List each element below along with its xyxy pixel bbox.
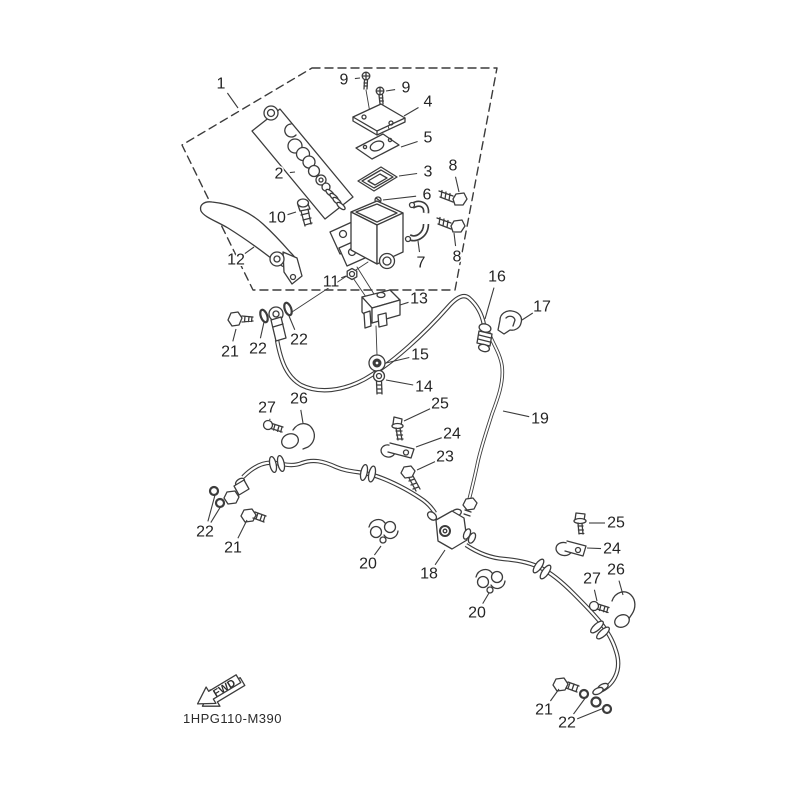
leader-line bbox=[404, 409, 430, 421]
callout-label-4: 4 bbox=[423, 93, 433, 111]
callout-label-27: 27 bbox=[583, 570, 601, 588]
part-11-nut bbox=[347, 269, 357, 280]
part-26-cover-right bbox=[612, 592, 635, 630]
callout-label-24: 24 bbox=[603, 540, 621, 558]
callout-label-17: 17 bbox=[533, 298, 551, 316]
part-20-clamp-a bbox=[369, 520, 398, 543]
leader-line bbox=[485, 288, 494, 319]
diagram-code: 1HPG110-M390 bbox=[183, 711, 282, 726]
callout-label-25: 25 bbox=[607, 514, 625, 532]
callout-label-21: 21 bbox=[224, 539, 242, 557]
callout-label-1: 1 bbox=[216, 75, 226, 93]
callout-label-26: 26 bbox=[290, 390, 308, 408]
leader-line bbox=[260, 322, 264, 338]
leader-line bbox=[454, 233, 456, 246]
leader-line bbox=[483, 593, 489, 604]
part-27-bolt-right bbox=[590, 602, 610, 613]
leader-line bbox=[404, 108, 419, 117]
callout-label-12: 12 bbox=[227, 251, 245, 269]
callout-label-22: 22 bbox=[558, 714, 576, 732]
part-8-clamp-bolts bbox=[437, 191, 467, 233]
callout-label-24: 24 bbox=[443, 425, 461, 443]
callout-label-7: 7 bbox=[416, 254, 426, 272]
callout-label-2: 2 bbox=[274, 165, 284, 183]
part-18-joint bbox=[426, 508, 477, 549]
part-24-clamp-mid bbox=[380, 443, 414, 459]
callout-label-20: 20 bbox=[359, 555, 377, 573]
callout-label-8: 8 bbox=[448, 157, 458, 175]
part-25-bolt-mid bbox=[392, 417, 403, 440]
callout-label-21: 21 bbox=[535, 701, 553, 719]
leader-line bbox=[399, 174, 417, 177]
callout-label-9: 9 bbox=[339, 71, 349, 89]
callout-label-15: 15 bbox=[411, 346, 429, 364]
callout-layer bbox=[196, 72, 625, 732]
part-5-diaphragm-plate bbox=[356, 134, 399, 159]
leader-line bbox=[355, 78, 360, 79]
part-3-diaphragm bbox=[358, 167, 397, 191]
callout-label-11: 11 bbox=[322, 273, 340, 291]
part-16-fitting bbox=[477, 323, 492, 353]
part-12-brake-lever bbox=[201, 202, 302, 284]
callout-label-27: 27 bbox=[258, 399, 276, 417]
callout-label-22: 22 bbox=[196, 523, 214, 541]
callout-label-10: 10 bbox=[268, 209, 286, 227]
part-27-bolt-mid bbox=[264, 421, 284, 433]
leader-line bbox=[456, 177, 460, 192]
fwd-label: FWD bbox=[211, 677, 238, 700]
leader-line bbox=[233, 329, 236, 341]
leader-line bbox=[211, 506, 221, 523]
part-26-cover-mid bbox=[280, 424, 315, 451]
leader-line bbox=[401, 142, 418, 148]
callout-label-22: 22 bbox=[249, 340, 267, 358]
callout-label-26: 26 bbox=[607, 561, 625, 579]
leader-line bbox=[400, 302, 409, 305]
callout-label-19: 19 bbox=[531, 410, 549, 428]
callout-label-5: 5 bbox=[423, 129, 433, 147]
part-master-cylinder-body bbox=[330, 201, 403, 269]
callout-label-21: 21 bbox=[221, 343, 239, 361]
leader-line bbox=[417, 462, 435, 470]
leader-line bbox=[227, 93, 238, 108]
leader-line bbox=[290, 172, 295, 173]
leader-line bbox=[574, 697, 587, 714]
callout-label-14: 14 bbox=[415, 378, 433, 396]
leader-line bbox=[289, 316, 295, 330]
callout-label-16: 16 bbox=[488, 268, 506, 286]
callout-label-6: 6 bbox=[422, 186, 432, 204]
leader-line bbox=[587, 548, 601, 549]
leader-line bbox=[383, 196, 416, 200]
part-10-pivot-bolt bbox=[298, 199, 313, 226]
callout-label-22: 22 bbox=[290, 331, 308, 349]
part-17-clip bbox=[498, 311, 522, 334]
pipe-end-nut bbox=[463, 498, 477, 516]
callout-label-20: 20 bbox=[468, 604, 486, 622]
leader-line bbox=[245, 247, 254, 254]
part-15-washer bbox=[369, 355, 385, 371]
part-25-bolt-right bbox=[574, 513, 586, 534]
part-14-screw bbox=[374, 371, 385, 395]
lower-right-banjo-union bbox=[553, 678, 611, 713]
leader-line bbox=[594, 590, 597, 601]
callout-label-9: 9 bbox=[401, 79, 411, 97]
callout-label-25: 25 bbox=[431, 395, 449, 413]
leader-line bbox=[416, 438, 442, 447]
part-4-reservoir-cap bbox=[353, 104, 405, 135]
leader-line bbox=[550, 689, 559, 701]
leader-line bbox=[418, 241, 420, 252]
leader-line bbox=[386, 380, 413, 385]
leader-line bbox=[301, 410, 303, 423]
callout-label-8: 8 bbox=[452, 248, 462, 266]
callout-label-3: 3 bbox=[423, 163, 433, 181]
leader-line bbox=[288, 212, 297, 215]
part-7-clamp bbox=[406, 203, 427, 242]
leader-line bbox=[435, 550, 445, 565]
leader-line bbox=[386, 90, 395, 91]
lower-left-banjo-union bbox=[210, 477, 266, 522]
leader-line bbox=[238, 520, 247, 538]
part-24-clamp-right bbox=[555, 541, 586, 557]
callout-label-23: 23 bbox=[436, 448, 454, 466]
leader-line bbox=[503, 411, 529, 417]
leader-line bbox=[522, 313, 533, 320]
part-13-brake-switch bbox=[362, 290, 400, 328]
part-9-cap-screws bbox=[362, 72, 384, 104]
callout-label-13: 13 bbox=[410, 290, 428, 308]
fwd-arrow bbox=[192, 670, 247, 716]
part-20-clamp-b bbox=[476, 570, 505, 593]
leader-line bbox=[374, 546, 381, 555]
leader-line bbox=[577, 708, 604, 719]
callout-label-18: 18 bbox=[420, 565, 438, 583]
